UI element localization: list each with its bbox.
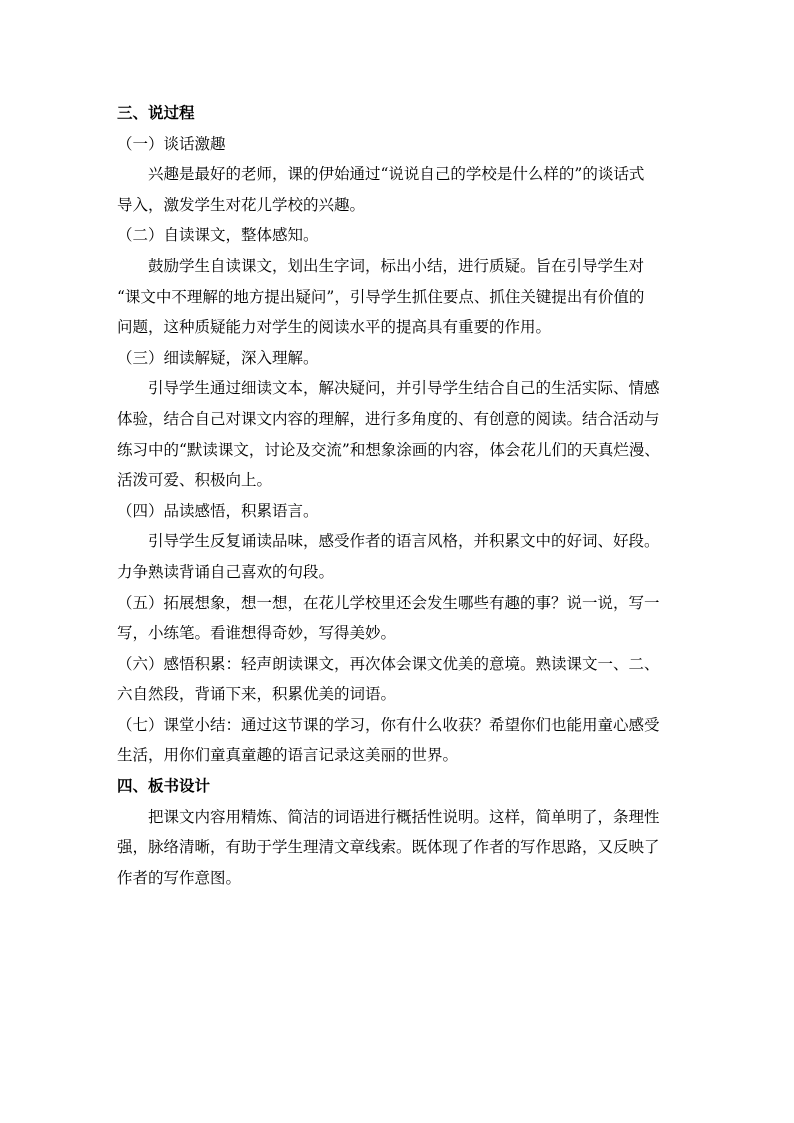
paragraph-line: 问题，这种质疑能力对学生的阅读水平的提高具有重要的作用。: [117, 318, 552, 337]
list-item-summary: （七）课堂小结：通过这节课的学习，你有什么收获？希望你们也能用童心感受: [117, 715, 660, 734]
subheading-conversation: （一）谈话激趣: [117, 134, 226, 153]
paragraph-line: 生活，用你们童真童趣的语言记录这美丽的世界。: [117, 746, 459, 765]
list-item-imagination: （五）拓展想象，想一想，在花儿学校里还会发生哪些有趣的事？说一说，写一: [117, 593, 660, 612]
section-heading-board-design: 四、板书设计: [117, 777, 211, 796]
paragraph-line: 鼓励学生自读课文，划出生字词，标出小结，进行质疑。旨在引导学生对: [148, 256, 645, 275]
paragraph-line: 强，脉络清晰，有助于学生理清文章线索。既体现了作者的写作思路，又反映了: [117, 838, 660, 857]
paragraph-line: 体验，结合自己对课文内容的理解，进行多角度的、有创意的阅读。结合活动与: [117, 409, 660, 428]
paragraph-line: 活泼可爱、积极向上。: [117, 471, 273, 490]
paragraph-line: 六自然段，背诵下来，积累优美的词语。: [117, 685, 397, 704]
paragraph-line: 写，小练笔。看谁想得奇妙，写得美妙。: [117, 624, 397, 643]
paragraph-line: 力争熟读背诵自己喜欢的句段。: [117, 562, 335, 581]
section-heading-process: 三、说过程: [117, 104, 195, 122]
subheading-close-reading: （三）细读解疑，深入理解。: [117, 348, 319, 367]
subheading-appreciation: （四）品读感悟，积累语言。: [117, 501, 319, 520]
document-page: [117, 98, 677, 893]
paragraph-line: 作者的写作意图。: [117, 868, 242, 887]
subheading-self-reading: （二）自读课文，整体感知。: [117, 226, 319, 245]
paragraph-line: 兴趣是最好的老师，课的伊始通过“说说自己的学校是什么样的”的谈话式: [148, 165, 645, 184]
paragraph-line: 引导学生通过细读文本，解决疑问，并引导学生结合自己的生活实际、情感: [148, 379, 660, 398]
paragraph-line: “课文中不理解的地方提出疑问”，引导学生抓住要点、抓住关键提出有价值的: [117, 287, 645, 306]
paragraph-line: 练习中的“默读课文，讨论及交流”和想象涂画的内容，体会花儿们的天真烂漫、: [117, 440, 660, 459]
paragraph-line: 把课文内容用精炼、简洁的词语进行概括性说明。这样，简单明了，条理性: [148, 807, 660, 826]
paragraph-line: 导入，激发学生对花儿学校的兴趣。: [117, 195, 366, 214]
list-item-accumulation: （六）感悟积累：轻声朗读课文，再次体会课文优美的意境。熟读课文一、二、: [117, 654, 660, 673]
paragraph-line: 引导学生反复诵读品味，感受作者的语言风格，并积累文中的好词、好段。: [148, 532, 660, 551]
